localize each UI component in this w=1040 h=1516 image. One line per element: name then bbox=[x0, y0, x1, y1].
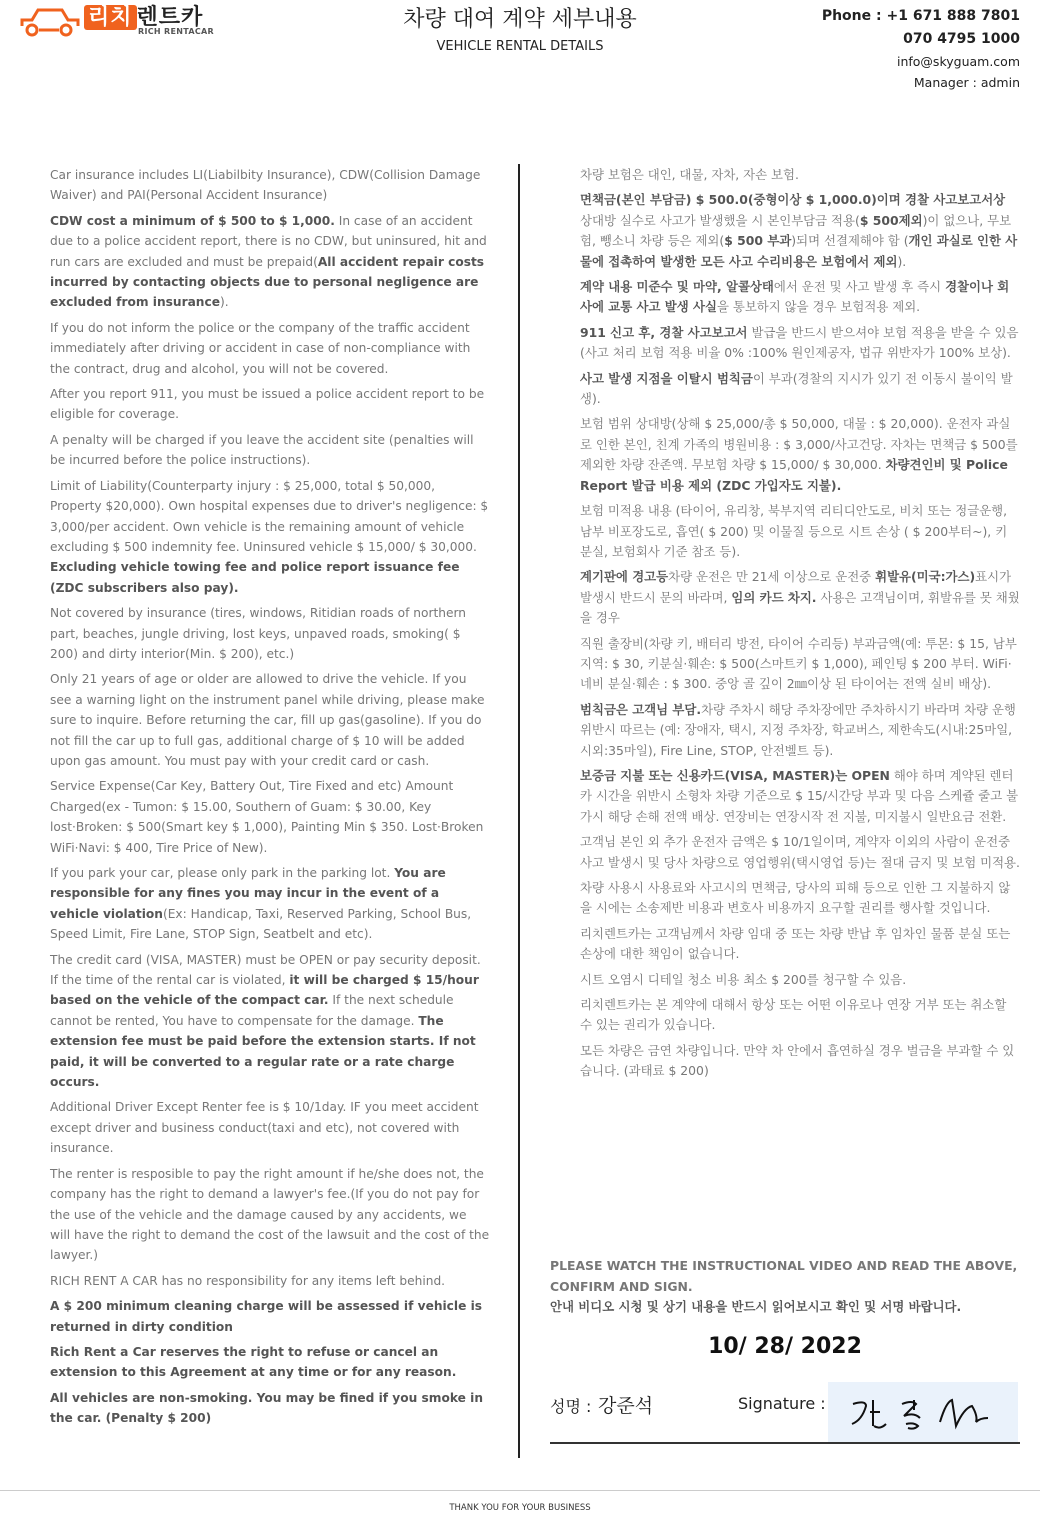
left-paragraph bbox=[50, 318, 490, 379]
korean-terms-column bbox=[580, 165, 1020, 1087]
emphasized-text: 911 신고 후, 경찰 사고보고서 bbox=[580, 324, 748, 340]
left-paragraph bbox=[50, 165, 490, 206]
paragraph-text: A penalty will be charged if you leave the accident site (penalties will be incurred before the police instructions). bbox=[50, 432, 474, 468]
left-paragraph bbox=[50, 430, 490, 471]
paragraph-text: 을 통보하지 않을 경우 보험적용 제외. bbox=[716, 299, 921, 315]
phone-number: Phone : +1 671 888 7801 bbox=[821, 8, 1020, 24]
paragraph-text: 시트 오염시 디테일 청소 비용 최소 $ 200를 청구할 수 있음. bbox=[580, 971, 907, 987]
emphasized-text: 차량견인비 및 Police Report 발급 비용 제외 (ZDC 가입자도 지불). bbox=[580, 457, 1008, 493]
paragraph-text: 해야 하며 계약된 렌터카 시간을 위반시 소형차 차량 기준으로 $ 15/시간당 부과 및 다음 스케쥴 줄고 불가시 해당 손해 전액 배상. 연장비는 연장시작 전 지불, 미지불시 일반요금 전환. bbox=[580, 767, 1019, 824]
emphasized-text: Rich Rent a Car reserves the right to refuse or cancel an extension to this Agreement at any time or for any reason. bbox=[50, 1344, 457, 1380]
paragraph-text: 보험 미적용 내용 (타이어, 유리창, 북부지역 리티디안도로, 비치 또는 정글운행, 남부 비포장도로, 흡연( $ 200) 및 이물질 등으로 시트 손상 ( $ 200부터~), 키 분실, 보험회사 기준 참조 등). bbox=[580, 503, 1008, 559]
phone-number-2: 070 4795 1000 bbox=[903, 31, 1020, 47]
emphasized-text: 사고 발생 지점을 이탈시 범칙금 bbox=[580, 370, 753, 386]
english-terms-column bbox=[50, 165, 490, 1434]
paragraph-text: ). bbox=[219, 295, 229, 310]
name-label: 성명 : bbox=[550, 1397, 592, 1416]
emphasized-text: 계약 내용 미준수 및 마약, 알콜상태 bbox=[580, 279, 774, 295]
paragraph-text: 상대방 실수로 사고가 발생했을 시 본인부담금 적용( bbox=[580, 212, 860, 228]
logo-text: 리치 렌트카 bbox=[84, 0, 203, 31]
left-paragraph bbox=[50, 1342, 490, 1383]
emphasized-text: 범칙금은 고객님 부담. bbox=[580, 701, 702, 717]
signer-name: 강준석 bbox=[598, 1395, 654, 1417]
paragraph-text: If you park your car, please only park in the parking lot. bbox=[50, 866, 395, 880]
column-divider bbox=[518, 164, 520, 1458]
paragraph-text: The renter is resposible to pay the right amount if he/she does not, the company has the right to demand a lawyer's fee.(If you do not pay for the use of the vehicle and the damage caused by any accidents, we will have the right to demand the cost of the lawsuit and the cost of the lawyer.) bbox=[50, 1166, 490, 1263]
paragraph-text: The credit card (VISA, MASTER) must be OPEN or pay security deposit. If the time of the rental car is violated, bbox=[50, 952, 481, 988]
page-title-korean: 차량 대여 계약 세부내용 bbox=[403, 7, 637, 32]
paragraph-text: In case of an accident due to a police accident report, there is no CDW, but uninsured, hit and run cars are excluded and must be prepaid( bbox=[50, 213, 487, 269]
handwritten-signature bbox=[828, 1382, 1018, 1442]
paragraph-text: 리치렌트카는 고객님께서 차량 임대 중 또는 차량 반납 후 임차인 물품 분실 또는 손상에 대한 책임이 없습니다. bbox=[580, 925, 1011, 962]
left-paragraph bbox=[50, 776, 490, 858]
right-paragraph bbox=[580, 924, 1020, 965]
paragraph-text: 발급을 반드시 받으셔야 보험 적용을 받을 수 있음(사고 처리 보험 적용 비율 0% :100% 원인제공자, 법규 위반자가 100% 보상). bbox=[580, 324, 1019, 361]
signature-label: Signature : bbox=[738, 1394, 826, 1413]
emphasized-text: All accident repair costs incurred by contacting objects due to personal negligence are excluded from insurance bbox=[50, 254, 485, 310]
right-paragraph bbox=[580, 970, 1020, 990]
left-paragraph bbox=[50, 384, 490, 425]
right-paragraph bbox=[580, 369, 1020, 410]
emphasized-text: Excluding vehicle towing fee and police report issuance fee (ZDC subscribers also pay). bbox=[50, 560, 460, 595]
left-paragraph bbox=[50, 1296, 490, 1337]
emphasized-text: CDW cost a minimum of $ 500 to $ 1,000. bbox=[50, 213, 335, 228]
emphasized-text: 계기판에 경고등 bbox=[580, 569, 669, 585]
signature-field[interactable] bbox=[828, 1382, 1018, 1442]
paragraph-text: (예: 장애자, 택시, 지정 주차장, 학교버스, 제한속도(시내:25마일, 시외:35마일), Fire Line, STOP, 안전벨트 등). bbox=[580, 722, 1013, 758]
left-paragraph bbox=[50, 950, 490, 1093]
left-paragraph bbox=[50, 1271, 490, 1291]
left-paragraph bbox=[50, 603, 490, 664]
sign-notice-korean: 안내 비디오 시청 및 상기 내용을 반드시 읽어보시고 확인 및 서명 바랍니다. bbox=[550, 1299, 962, 1314]
left-paragraph bbox=[50, 476, 490, 598]
paragraph-text: Not covered by insurance (tires, windows, Ritidian roads of northern part, beaches, jungle driving, lost keys, unpaved roads, smoking( $ 200) and dirty interior(Min. $ 200), etc.) bbox=[50, 606, 466, 661]
paragraph-text: 보험 범위 상대방(상해 $ 25,000/총 $ 50,000, 대물 : $ 20,000). 운전자 과실로 인한 본인, 친계 가족의 병원비용 : $ 3,000/사고건당. 자차는 면책금 $ 500를 제외한 차량 잔존액. 무보험 차량 $ 15,000/ $ 30,000. bbox=[580, 416, 1018, 473]
right-paragraph bbox=[580, 878, 1020, 919]
paragraph-text: )되며 선결제해야 함 ( bbox=[791, 233, 909, 249]
emphasized-text: $ 500 부과 bbox=[724, 233, 792, 249]
paragraph-text: 직원 출장비(차량 키, 배터리 방전, 타이어 수리등) 부과금액(예: 투몬: $ 15, 남부지역: $ 30, 키분실·훼손: $ 500(스마트키 $ 1,000), 페인팅 $ 200 부터. WiFi·네비 분실·훼손 : $ 300. 중앙 골 깊이 2㎜이상 된 타이어는 전액 실비 배상). bbox=[580, 635, 1017, 692]
emphasized-text: it will be charged $ 15/hour based on the vehicle of the compact car. bbox=[50, 973, 479, 1008]
emphasized-text: 임의 카드 차지. bbox=[731, 589, 817, 605]
right-paragraph bbox=[580, 501, 1020, 562]
sign-notice bbox=[550, 1256, 1020, 1318]
contact-info bbox=[822, 5, 1020, 93]
contract-date: 10/ 28/ 2022 bbox=[708, 1334, 862, 1359]
paragraph-text: If the next schedule cannot be rented, You have to compensate for the damage. bbox=[50, 993, 454, 1028]
left-paragraph bbox=[50, 1097, 490, 1158]
right-paragraph bbox=[580, 414, 1020, 496]
paragraph-text: 모든 차량은 금연 차량입니다. 만약 차 안에서 흡연하실 경우 벌금을 부과할 수 있습니다. (과태료 $ 200) bbox=[580, 1042, 1015, 1079]
emphasized-text: 보증금 지불 또는 신용카드(VISA, MASTER)는 OPEN bbox=[580, 767, 890, 783]
paragraph-text: 이 부과(경찰의 지시가 있기 전 이동시 불이익 발생). bbox=[580, 370, 1013, 407]
paragraph-text: Service Expense(Car Key, Battery Out, Tire Fixed and etc) Amount Charged(ex - Tumon: $ 15.00, Southern of Guam: $ 30.00, Key lost·Broken: $ 500(Smart key $ 1,000), Painting Min $ 350. Lost·Broken WiFi·Navi: $ 400, Tire Price of New). bbox=[50, 779, 484, 855]
emphasized-text: All vehicles are non-smoking. You may be fined if you smoke in the car. (Penalty $ 200) bbox=[50, 1390, 484, 1426]
paragraph-text: Car insurance includes LI(Liabilbity Insurance), CDW(Collision Damage Waiver) and PAI(Personal Accident Insurance) bbox=[50, 168, 481, 203]
right-paragraph bbox=[580, 700, 1020, 761]
emphasized-text: 개인 과실로 인한 사물에 접촉하여 발생한 모든 사고 수리비용은 보험에서 제외 bbox=[580, 233, 1018, 269]
emphasized-text: 면책금(본인 부담금) $ 500.0(중형이상 $ 1,000.0)이며 경찰 사고보고서상 bbox=[580, 192, 1006, 208]
right-paragraph bbox=[580, 1041, 1020, 1082]
paragraph-text: 표시가 발생시 반드시 문의 바라며, bbox=[580, 569, 1012, 605]
paragraph-text: If you do not inform the police or the company of the traffic accident immediately after driving or accident in case of non-compliance with the contract, drug and alcohol, you will not be covered. bbox=[50, 320, 471, 376]
paragraph-text: (Ex: Handicap, Taxi, Reserved Parking, School Bus, Speed Limit, Fire Lane, STOP Sign, Seatbelt and etc). bbox=[50, 906, 472, 942]
emphasized-text: 경찰이나 회사에 교통 사고 발생 사실 bbox=[580, 279, 1010, 315]
right-paragraph bbox=[580, 766, 1020, 827]
paragraph-text: Limit of Liability(Counterparty injury : $ 25,000, total $ 50,000, Property $20,000). Own hospital expenses due to driver's negligence: $ 3,000/per accident. Own vehicle is the remaining amount of vehicle excluding $ 500 indemnity fee. Uninsured vehicle $ 15,000/ $ 30,000. bbox=[50, 478, 489, 554]
paragraph-text: 리치렌트카는 본 계약에 대해서 항상 또는 어떤 이유로나 연장 거부 또는 취소할 수 있는 권리가 있습니다. bbox=[580, 997, 1007, 1033]
right-paragraph bbox=[580, 832, 1020, 873]
paragraph-text: )이 없으나, 무보험, 뺑소니 차량 등은 제외( bbox=[580, 212, 1012, 249]
footer-text: THANK YOU FOR YOUR BUSINESS bbox=[449, 1503, 591, 1513]
right-paragraph bbox=[580, 323, 1020, 364]
emphasized-text: $ 500제외 bbox=[859, 212, 923, 228]
right-paragraph bbox=[580, 634, 1020, 695]
right-paragraph bbox=[580, 277, 1020, 318]
right-paragraph bbox=[580, 165, 1020, 185]
logo-subtitle: RICH RENTACAR bbox=[138, 27, 214, 36]
right-paragraph bbox=[580, 190, 1020, 272]
paragraph-text: 고객님 본인 외 추가 운전자 금액은 $ 10/1일이며, 계약자 이외의 사람이 운전중 사고 발생시 및 당사 차량으로 영업행위(택시영업 등)는 절대 금지 및 보험 미적용. bbox=[580, 834, 1020, 870]
paragraph-text: RICH RENT A CAR has no responsibility for any items left behind. bbox=[50, 1273, 446, 1288]
paragraph-text: 에서 운전 및 사고 발생 후 즉시 bbox=[773, 279, 946, 295]
paragraph-text: 차량 운전은 만 21세 이상으로 운전중 bbox=[668, 569, 876, 585]
paragraph-text: Additional Driver Except Renter fee is $ 10/1day. IF you meet accident except driver and business conduct(taxi and etc), not covered with insurance. bbox=[50, 1100, 479, 1156]
footer-divider bbox=[0, 1490, 1040, 1491]
paragraph-text: 차량 주차시 해당 주차장에만 주차하시기 바라며 차량 운행 위반시 따르는 bbox=[580, 701, 1016, 738]
sign-notice-english: PLEASE WATCH THE INSTRUCTIONAL VIDEO AND READ THE ABOVE, CONFIRM AND SIGN. bbox=[550, 1258, 1018, 1294]
manager-name: Manager : admin bbox=[913, 75, 1020, 90]
left-paragraph bbox=[50, 669, 490, 771]
emphasized-text: The extension fee must be paid before the extension starts. If not paid, it will be converted to a regular rate or a rate charge occurs. bbox=[50, 1013, 476, 1090]
emphasized-text: You are responsible for any fines you may incur in the event of a vehicle violation bbox=[50, 866, 446, 921]
page-header bbox=[0, 0, 1040, 100]
emphasized-text: A $ 200 minimum cleaning charge will be assessed if vehicle is returned in dirty condition bbox=[50, 1299, 483, 1334]
email-address: info@skyguam.com bbox=[896, 54, 1020, 69]
right-paragraph bbox=[580, 567, 1020, 628]
page-title-english: VEHICLE RENTAL DETAILS bbox=[436, 39, 604, 54]
left-paragraph bbox=[50, 211, 490, 313]
paragraph-text: 사용은 고객님이며, 휘발유를 못 채웠을 경우 bbox=[580, 589, 1020, 626]
left-paragraph bbox=[50, 863, 490, 945]
signature-row bbox=[550, 1382, 1020, 1444]
left-paragraph bbox=[50, 1164, 490, 1266]
paragraph-text: 차량 보험은 대인, 대물, 자차, 자손 보험. bbox=[580, 167, 799, 182]
paragraph-text: Only 21 years of age or older are allowed to drive the vehicle. If you see a warning light on the instrument panel while driving, please make sure to inquire. Before returning the car, fill up gas(gasoline). If you do not fill the car up to full gas, additional charge of $ 10 will be added upon gas amount. You must pay with your credit card or cash. bbox=[50, 672, 485, 768]
left-paragraph bbox=[50, 1388, 490, 1429]
emphasized-text: 휘발유(미국:가스) bbox=[875, 569, 976, 585]
paragraph-text: 차량 사용시 사용료와 사고시의 면책금, 당사의 피해 등으로 인한 그 지불하지 않을 시에는 소송제반 비용과 변호사 비용까지 요구할 권리를 행사할 것입니다. bbox=[580, 880, 1011, 916]
paragraph-text: ). bbox=[897, 253, 907, 269]
right-paragraph bbox=[580, 995, 1020, 1036]
paragraph-text: After you report 911, you must be issued a police accident report to be eligible for coverage. bbox=[50, 387, 485, 422]
